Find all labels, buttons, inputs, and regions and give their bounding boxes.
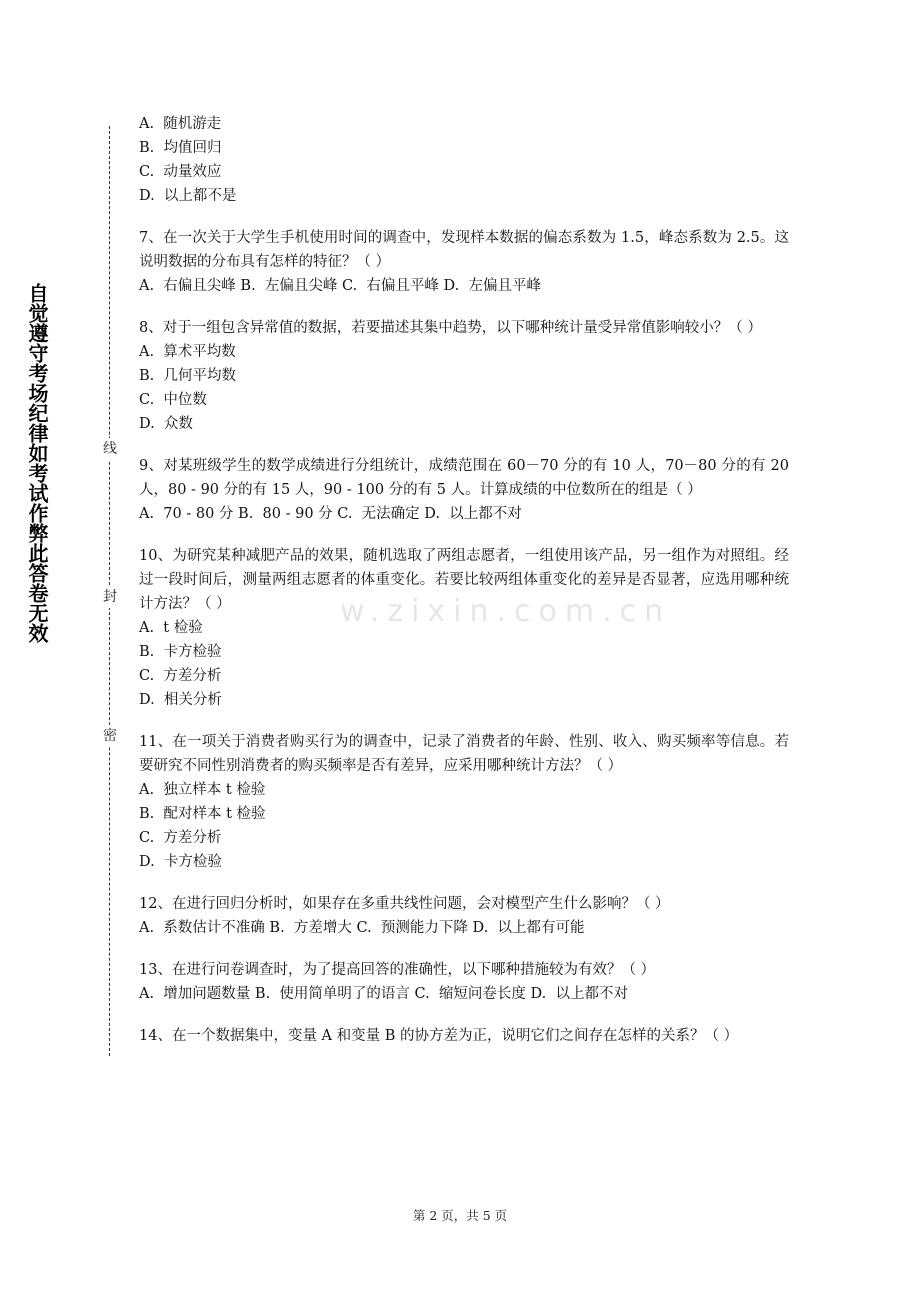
option: A. 系数估计不准确 B. 方差增大 C. 预测能力下降 D. 以上都有可能: [139, 920, 585, 936]
option: B. 配对样本 t 检验: [139, 806, 266, 822]
question-13: [139, 958, 789, 1006]
question-stem: 9、对某班级学生的数学成绩进行分组统计，成绩范围在 60－70 分的有 10 人，70－80 分的有 20 人，80 - 90 分的有 15 人，90 - 100 分的有 5 人。计算成绩的中位数所在的组是（ ）: [139, 458, 789, 498]
option: D. 众数: [139, 416, 193, 432]
seal-mark-secret: 密: [101, 725, 119, 747]
option: C. 动量效应: [139, 164, 222, 180]
option: A. 随机游走: [139, 116, 222, 132]
question-stem: 8、对于一组包含异常值的数据，若要描述其集中趋势，以下哪种统计量受异常值影响较小？（ ）: [139, 320, 762, 336]
question-stem: 10、为研究某种减肥产品的效果，随机选取了两组志愿者，一组使用该产品，另一组作为对照组。经过一段时间后，测量两组志愿者的体重变化。若要比较两组体重变化的差异是否显著，应选用哪种统计方法？（ ）: [139, 548, 789, 612]
option: A. t 检验: [139, 620, 203, 636]
question-list: [139, 112, 789, 1066]
question-stem: 11、在一项关于消费者购买行为的调查中，记录了消费者的年龄、性别、收入、购买频率等信息。若要研究不同性别消费者的购买频率是否有差异，应采用哪种统计方法？（ ）: [139, 734, 789, 774]
question-11: [139, 730, 789, 874]
option: A. 70 - 80 分 B. 80 - 90 分 C. 无法确定 D. 以上都不对: [139, 506, 522, 522]
option: D. 相关分析: [139, 692, 222, 708]
question-stem: 7、在一次关于大学生手机使用时间的调查中，发现样本数据的偏态系数为 1.5，峰态系数为 2.5。这说明数据的分布具有怎样的特征？（ ）: [139, 230, 789, 270]
question-9: [139, 454, 789, 526]
exam-discipline-notice: 自觉遵守考场纪律如考试作弊此答卷无效: [25, 283, 49, 643]
question-7: [139, 226, 789, 298]
option: B. 均值回归: [139, 140, 222, 156]
watermark: w.zixin.com.cn: [340, 594, 672, 629]
option: D. 以上都不是: [139, 188, 237, 204]
question-12: [139, 892, 789, 940]
option: B. 卡方检验: [139, 644, 222, 660]
option: C. 中位数: [139, 392, 207, 408]
question-6-options: [139, 112, 789, 208]
option: A. 独立样本 t 检验: [139, 782, 266, 798]
option: C. 方差分析: [139, 830, 222, 846]
question-stem: 14、在一个数据集中，变量 A 和变量 B 的协方差为正，说明它们之间存在怎样的关系？（ ）: [139, 1028, 739, 1044]
seal-mark-line: 线: [101, 438, 119, 460]
option: B. 几何平均数: [139, 368, 236, 384]
option: A. 增加问题数量 B. 使用简单明了的语言 C. 缩短问卷长度 D. 以上都不对: [139, 986, 628, 1002]
option: C. 方差分析: [139, 668, 222, 684]
seal-mark-seal: 封: [101, 586, 119, 608]
question-stem: 12、在进行回归分析时，如果存在多重共线性问题，会对模型产生什么影响？（ ）: [139, 896, 670, 912]
question-14: [139, 1024, 789, 1048]
page-number-footer: 第 2 页，共 5 页: [412, 1208, 508, 1223]
option: A. 右偏且尖峰 B. 左偏且尖峰 C. 右偏且平峰 D. 左偏且平峰: [139, 278, 541, 294]
option: A. 算术平均数: [139, 344, 236, 360]
option: D. 卡方检验: [139, 854, 222, 870]
question-8: [139, 316, 789, 436]
question-stem: 13、在进行问卷调查时，为了提高回答的准确性，以下哪种措施较为有效？（ ）: [139, 962, 656, 978]
question-10: [139, 544, 789, 712]
